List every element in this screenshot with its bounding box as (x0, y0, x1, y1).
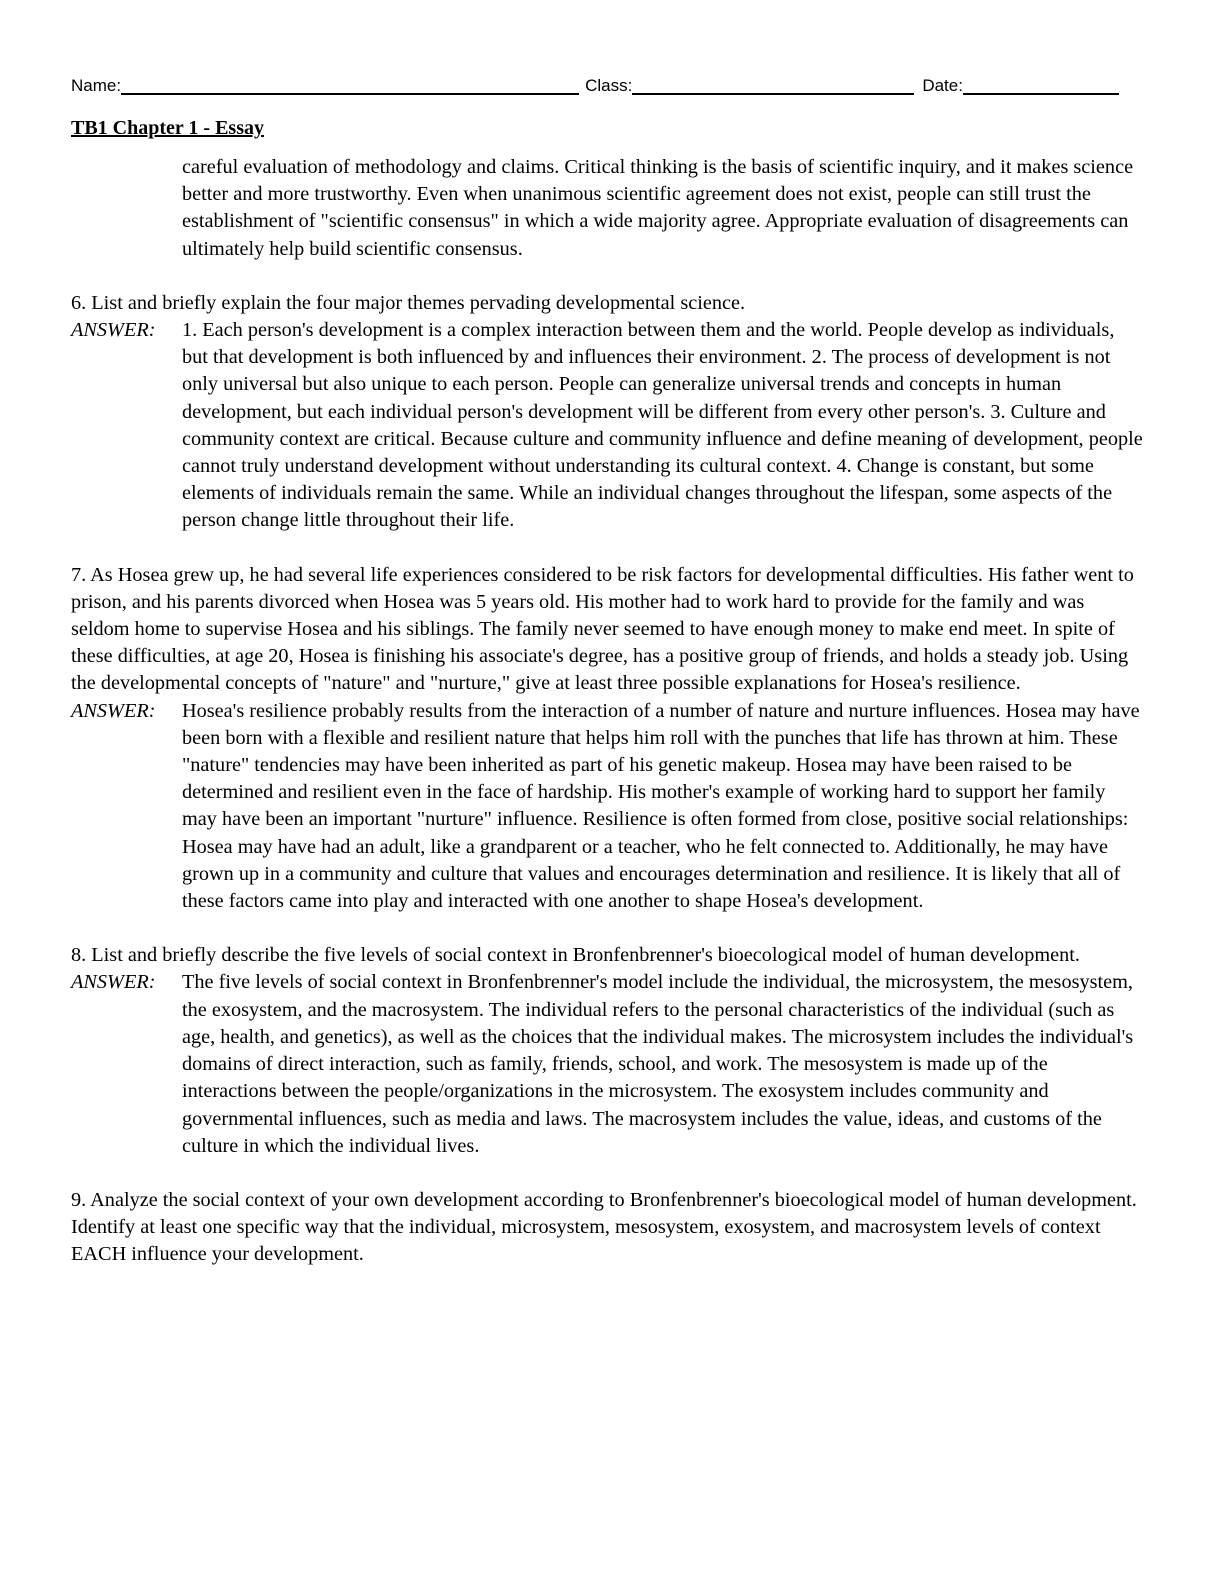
name-label: Name: (71, 76, 122, 95)
question-8-answer-text: The five levels of social context in Bronfenbrenner's model include the individual, the microsystem, the mesosystem, the exosystem, and the macrosystem. The individual refers to the personal characteristics of the individual (such as age, health, and genetics), as well as the choices that the individual makes. The microsystem includes the individual's domains of direct interaction, such as family, friends, school, and work. The mesosystem is made up of the interactions between the people/organizations in the microsystem. The exosystem includes community and governmental influences, such as media and laws. The macrosystem includes the value, ideas, and customs of the culture in which the individual lives. (182, 971, 1134, 1157)
question-7 (71, 562, 1143, 916)
question-7-answer (71, 698, 1143, 916)
date-label: Date: (922, 76, 963, 95)
document-page (71, 72, 1143, 1269)
answer-label: ANSWER: (71, 319, 156, 342)
question-6-answer (71, 317, 1143, 535)
name-field-line[interactable] (121, 75, 579, 95)
date-field-line[interactable] (963, 75, 1119, 95)
page-title: TB1 Chapter 1 - Essay (71, 117, 264, 139)
student-info-header (71, 72, 1143, 96)
continued-answer (71, 154, 1143, 263)
question-7-answer-text: Hosea's resilience probably results from the interaction of a number of nature and nurture influences. Hosea may have been born with a flexible and resilient nature that helps him roll with the punches that life has thrown at him. These "nature" tendencies may have been inherited as part of his genetic makeup. Hosea may have been raised to be determined and resilient even in the face of hardship. His mother's example of working hard to support her family may have been an important "nurture" influence. Resilience is often formed from close, positive social relationships: Hosea may have had an adult, like a grandparent or a teacher, who he felt connected to. Additionally, he may have grown up in a community and culture that values and encourages determination and resilience. It is likely that all of these factors came into play and interacted with one another to shape Hosea's development. (182, 699, 1140, 913)
question-9 (71, 1187, 1143, 1269)
question-6-answer-text: 1. Each person's development is a complex interaction between them and the world. People develop as individuals, but that development is both influenced by and influences their environment. 2. The process of development is not only universal but also unique to each person. People can generalize universal trends and concepts in human development, but each individual person's development will be different from every other person's. 3. Culture and community context are critical. Because culture and community influence and define meaning of development, people cannot truly understand development without understanding its cultural context. 4. Change is constant, but some elements of individuals remain the same. While an individual changes throughout the lifespan, some aspects of the person change little throughout their life. (182, 319, 1143, 532)
continued-answer-text: careful evaluation of methodology and claims. Critical thinking is the basis of scientific inquiry, and it makes science better and more trustworthy. Even when unanimous scientific agreement does not exist, people can still trust the establishment of "scientific consensus" in which a wide majority agree. Appropriate evaluation of disagreements can ultimately help build scientific consensus. (182, 156, 1134, 260)
question-8 (71, 942, 1143, 1160)
class-label: Class: (585, 76, 633, 95)
answer-label: ANSWER: (71, 699, 156, 722)
question-6-text: 6. List and briefly explain the four major themes pervading developmental science. (71, 291, 746, 314)
question-6 (71, 290, 1143, 535)
answer-label: ANSWER: (71, 971, 156, 994)
class-field-line[interactable] (632, 75, 914, 95)
question-8-text: 8. List and briefly describe the five levels of social context in Bronfenbrenner's bioecological model of human development. (71, 944, 1080, 967)
question-8-answer (71, 969, 1143, 1159)
question-7-text: 7. As Hosea grew up, he had several life experiences considered to be risk factors for developmental difficulties. His father went to prison, and his parents divorced when Hosea was 5 years old. His mother had to work hard to provide for the family and was seldom home to supervise Hosea and his siblings. The family never seemed to have enough money to make end meet. In spite of these difficulties, at age 20, Hosea is finishing his associate's degree, has a positive group of friends, and holds a steady job. Using the developmental concepts of "nature" and "nurture," give at least three possible explanations for Hosea's resilience. (71, 563, 1134, 695)
question-9-text: 9. Analyze the social context of your own development according to Bronfenbrenner's bioecological model of human development. Identify at least one specific way that the individual, microsystem, mesosystem, exosystem, and macrosystem levels of context EACH influence your development. (71, 1188, 1137, 1266)
